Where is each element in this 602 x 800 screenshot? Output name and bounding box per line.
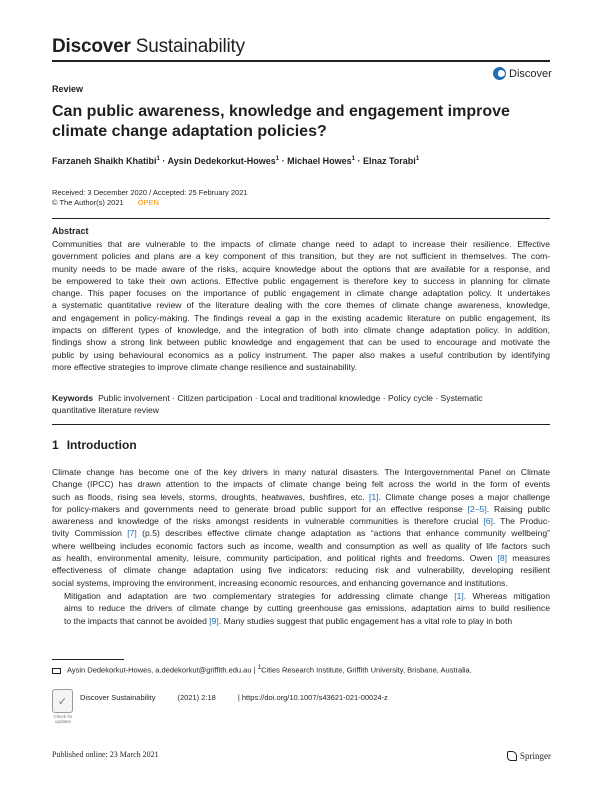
discover-badge-label: Discover [509, 67, 552, 80]
discover-logo-icon [493, 67, 506, 80]
header-rule [52, 60, 550, 62]
abstract-line: impacts on different types of knowledge, and the integration of both into climate change adaptation policy. In addition, [52, 325, 550, 336]
keywords [52, 392, 550, 417]
body-line [52, 577, 550, 589]
footer-volume: (2021) 2:18 [177, 693, 216, 702]
footer-journal-name: Discover Sustainability [80, 693, 156, 702]
body-text: . Whereas mitigation [463, 591, 550, 601]
body-text: where wellbeing includes economic factors such as income, wealth and consumption as well as quality of life factors such [52, 540, 550, 551]
keywords-line-1: Public involvement · Citizen participation · Local and traditional knowledge · Policy cycle · Systematic [98, 393, 483, 403]
citation-link[interactable]: [1] [369, 491, 379, 502]
abstract-line: public by using behavioural economics as a policy instrument. The paper also makes a useful contribution by identifying [52, 349, 550, 360]
body-line [52, 466, 550, 478]
section-title: Introduction [66, 438, 137, 452]
body-line [52, 564, 550, 576]
citation-link[interactable]: [6] [483, 516, 493, 527]
affiliation-number: 1 [257, 664, 262, 671]
body-text: (p.5) describes effective climate change adaptation as “actions that enhance community wellbeing” [136, 528, 550, 539]
body-text: awareness and knowledge of the risks amongst residents in vulnerable communities is therefore crucial [52, 516, 484, 527]
body-line [52, 615, 550, 627]
footer-doi[interactable]: | https://doi.org/10.1007/s43621-021-00024-z [237, 693, 388, 702]
body-text: to the impacts that cannot be avoided [64, 615, 210, 626]
author-name[interactable]: Aysin Dedekorkut-Howes [167, 156, 276, 166]
copyright: © The Author(s) 2021 [52, 198, 124, 207]
author-affiliation-mark: 1 [275, 156, 280, 162]
abstract-line: a systematic quantitative review of the literature dealing with the core themes of climate change awareness, knowledge, [52, 300, 550, 311]
springer-logo[interactable] [507, 751, 551, 761]
body-text: aims to reduce the drivers of climate change by cutting greenhouse gas emissions, adaptation aims to build resilience [64, 603, 550, 614]
author-separator: · [279, 156, 288, 166]
citation-link[interactable]: [1] [454, 591, 464, 601]
author-name[interactable]: Michael Howes [287, 156, 352, 166]
author-separator: · [159, 156, 168, 166]
abstract-heading: Abstract [52, 226, 89, 236]
article-title: Can public awareness, knowledge and engagement improve climate change adaptation policies? [52, 103, 510, 140]
body-line [52, 478, 550, 490]
body-text: such as floods, rising sea levels, storms, droughts, heatwaves, bushfires, etc. [52, 491, 370, 502]
abstract-line: and engagement in policy-making. The findings reveal a gap in the existing academic literature on public engagement, its [52, 312, 550, 323]
author-separator: · [354, 156, 363, 166]
author-name[interactable]: Elnaz Torabi [362, 156, 416, 166]
citation-link[interactable]: [2–5] [467, 503, 487, 514]
body-text: for policy-makers and governments need to generate broad public support for an effective response [52, 503, 468, 514]
body-line [52, 540, 550, 552]
body-text: tivity Commission [52, 528, 128, 539]
abstract-line: findings show a strong link between public knowledge and engagement that can be used to encourage and motivate the [52, 337, 550, 348]
keywords-label: Keywords [52, 393, 94, 403]
author-affiliation-mark: 1 [415, 156, 420, 162]
published-date: Published online: 23 March 2021 [52, 750, 159, 759]
abstract-line: Communities that are vulnerable to the impacts of climate change need to adapt to increase their resilience. Effective [52, 239, 550, 249]
citation-link[interactable]: [7] [127, 528, 137, 539]
body-text: . Many studies suggest that public engagement has a vital role to play in both [218, 615, 513, 626]
abstract-body [52, 238, 550, 373]
springer-label: Springer [520, 751, 551, 761]
affiliation: Cities Research Institute, Griffith University, Brisbane, Australia. [261, 665, 472, 675]
body-text: effectiveness of climate change adaptation using five indicators: reducing risk and vulnerability, developing resilient [52, 565, 550, 576]
footnote-separator: | [251, 665, 258, 675]
body-text: social systems, improving the environment, increasing economic resources, and enhancing governance and institutions. [52, 577, 508, 588]
abstract-line: munity needs to be made aware of the risks, acquire knowledge about the options that are available for a response, and [52, 263, 550, 274]
body-text: as health, environmental amenity, leisure, community participation, and political rights and freedoms. Owen [52, 553, 498, 564]
citation-link[interactable]: [8] [497, 553, 508, 564]
body-text: Change (IPCC) has drawn attention to the impacts of climate change being felt across the world in the form of events [52, 479, 550, 490]
section-heading [52, 438, 137, 452]
body-line [52, 590, 550, 602]
check-for-updates-icon[interactable]: ✓ [52, 689, 73, 713]
body-text: Mitigation and adaptation are two complementary strategies for addressing climate change [64, 591, 455, 601]
author-affiliation-mark: 1 [156, 156, 160, 162]
intro-paragraph-1 [52, 466, 550, 589]
springer-horse-icon [507, 751, 517, 761]
discover-badge[interactable] [493, 67, 552, 80]
citation-link[interactable]: [9] [209, 615, 219, 626]
body-line [52, 552, 550, 564]
keywords-bottom-rule [52, 424, 550, 425]
open-access-badge[interactable]: OPEN [137, 198, 159, 207]
section-number: 1 [52, 438, 59, 452]
footer-citation [80, 693, 388, 702]
abstract-line: be empowered to take their own actions. Effective public engagement is therefore key to success in planning for climate [52, 275, 550, 286]
abstract-top-rule [52, 218, 550, 219]
intro-paragraph-2 [52, 590, 550, 627]
copyright-line [52, 198, 159, 208]
received-dates: Received: 3 December 2020 / Accepted: 25 February 2021 [52, 188, 248, 197]
footnote-rule [52, 659, 124, 660]
abstract-line: more effective strategies to improve climate change resilience and sustainability. [52, 361, 357, 372]
abstract-line: change. This paper focuses on the importance of public engagement in climate change adaptation policy. It undertakes [52, 288, 550, 299]
correspondence-footnote [52, 664, 472, 675]
body-text: . Raising public [486, 503, 550, 514]
author-name[interactable]: Farzaneh Shaikh Khatibi [52, 156, 157, 166]
article-type: Review [52, 84, 84, 94]
body-text: measures [507, 553, 550, 564]
body-text: . Climate change poses a major challenge [378, 491, 550, 502]
body-text: . The Produc- [492, 516, 550, 527]
abstract-line: government policies and plans are a key component of this transition, but they are not sufficient in themselves. The com- [52, 251, 550, 262]
author-affiliation-mark: 1 [351, 156, 355, 162]
body-text: Climate change has become one of the key drivers in many natural disasters. The Intergovernmental Panel on Climate [52, 467, 550, 477]
journal-name[interactable]: Discover Sustainability [52, 36, 245, 57]
body-line [52, 491, 550, 503]
keywords-line-2: quantitative literature review [52, 405, 159, 416]
check-for-updates-label: Check for updates [53, 714, 73, 724]
body-line [52, 602, 550, 614]
author-list [52, 156, 419, 166]
correspondence-contact[interactable]: Aysin Dedekorkut-Howes, a.dedekorkut@griffith.edu.au [67, 665, 252, 675]
body-line [52, 515, 550, 527]
body-line [52, 503, 550, 515]
mail-icon [52, 668, 61, 674]
body-line [52, 527, 550, 539]
